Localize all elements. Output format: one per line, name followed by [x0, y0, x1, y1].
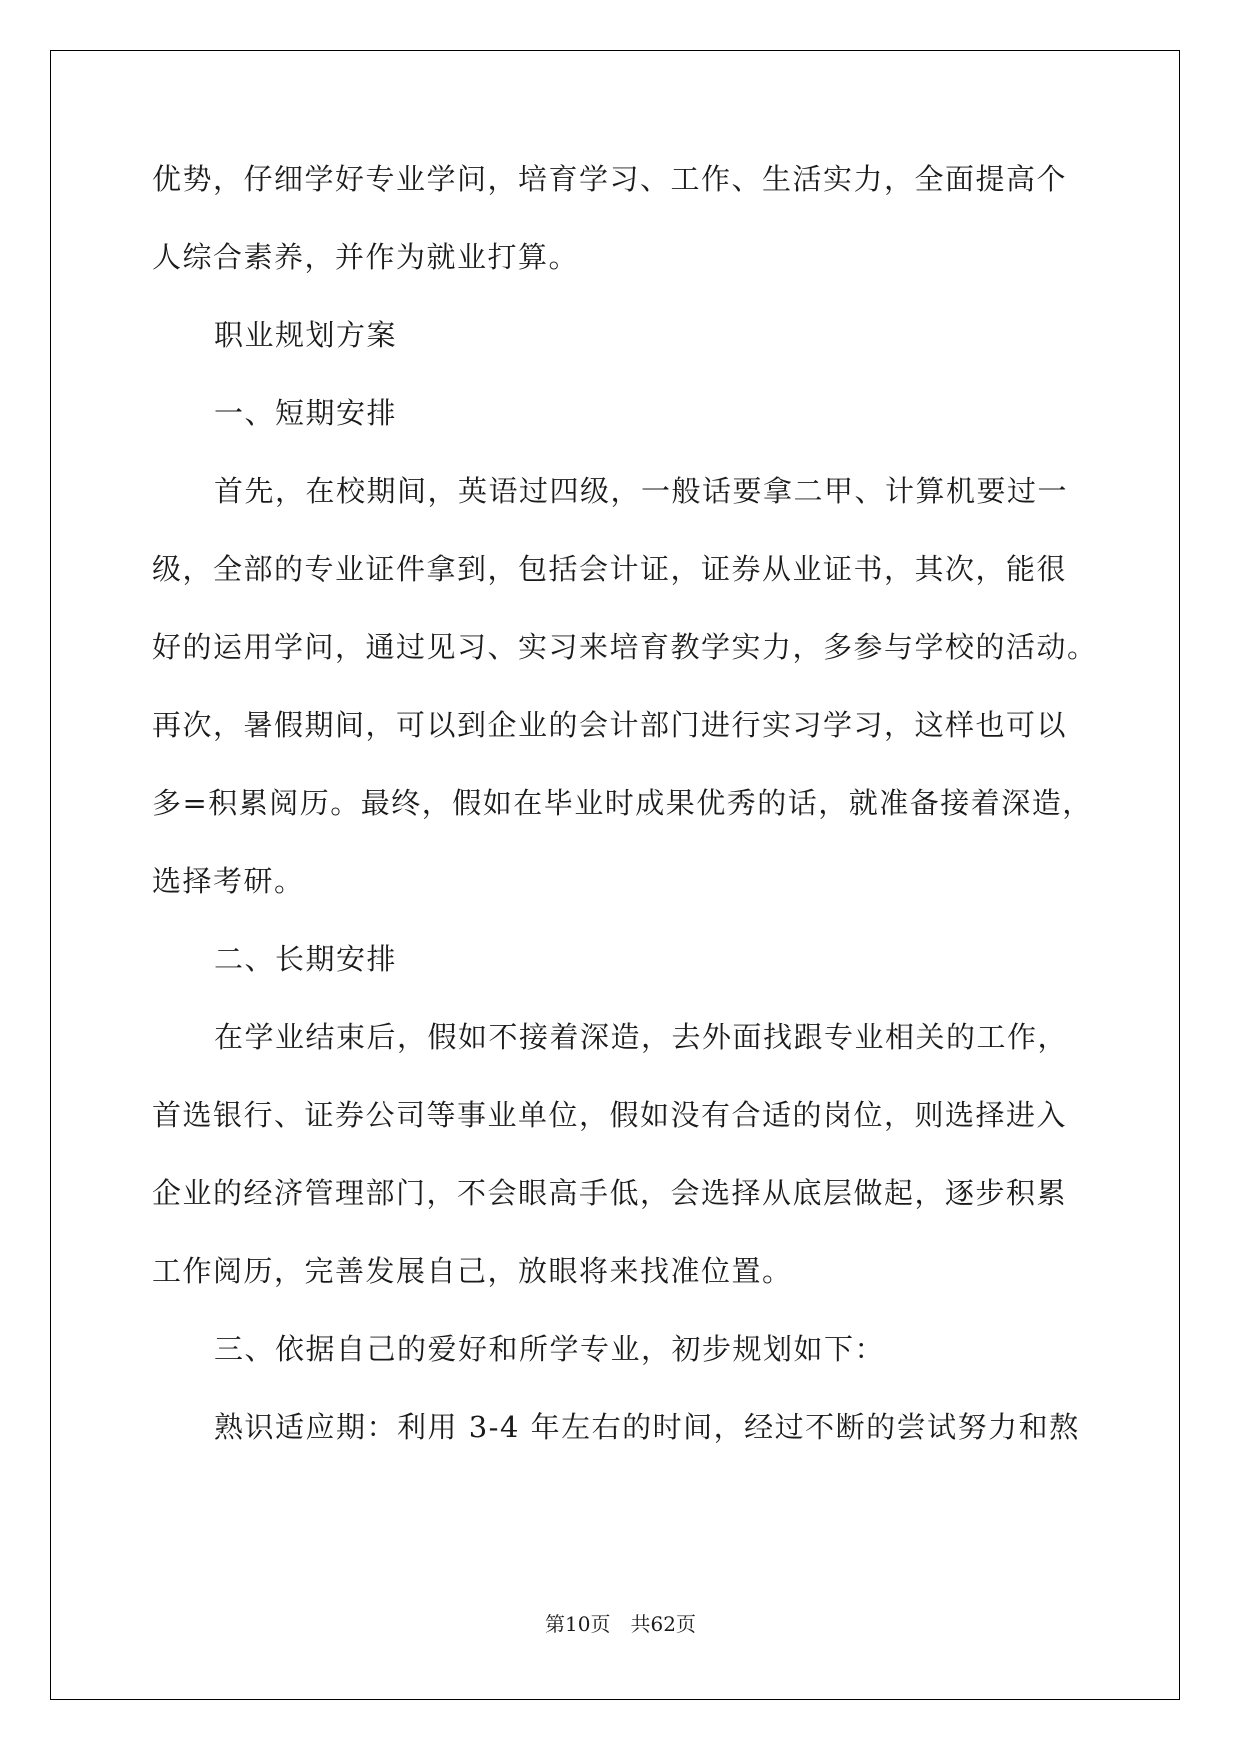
- section-heading: 一、短期安排: [214, 396, 398, 430]
- paragraph-line: 企业的经济管理部门，不会眼高手低，会选择从底层做起，逐步积累: [152, 1176, 1068, 1210]
- section-title: 职业规划方案: [214, 318, 398, 352]
- page-footer: [0, 1611, 1241, 1637]
- paragraph-line: 再次，暑假期间，可以到企业的会计部门进行实习学习，这样也可以: [152, 708, 1068, 742]
- paragraph-line: 人综合素养，并作为就业打算。: [152, 240, 580, 274]
- paragraph-line: 在学业结束后，假如不接着深造，去外面找跟专业相关的工作，: [214, 1020, 1069, 1054]
- paragraph-line: 多=积累阅历。最终，假如在毕业时成果优秀的话，就准备接着深造，: [152, 786, 1093, 820]
- paragraph-line: 首选银行、证券公司等事业单位，假如没有合适的岗位，则选择进入: [152, 1098, 1068, 1132]
- section-heading: 二、长期安排: [214, 942, 398, 976]
- paragraph-line: 选择考研。: [152, 864, 305, 898]
- current-page-number: 第10页: [545, 1612, 611, 1636]
- paragraph-line: 工作阅历，完善发展自己，放眼将来找准位置。: [152, 1254, 793, 1288]
- paragraph-line: 好的运用学问，通过见习、实习来培育教学实力，多参与学校的活动。: [152, 630, 1098, 664]
- paragraph-line: 优势，仔细学好专业学问，培育学习、工作、生活实力，全面提高个: [152, 162, 1068, 196]
- paragraph-line: 首先，在校期间，英语过四级，一般话要拿二甲、计算机要过一: [214, 474, 1069, 508]
- paragraph-line: 熟识适应期：利用 3-4 年左右的时间，经过不断的尝试努力和熬: [214, 1410, 1080, 1444]
- section-heading: 三、依据自己的爱好和所学专业，初步规划如下：: [214, 1332, 886, 1366]
- document-body: [152, 160, 1098, 1486]
- total-page-count: 共62页: [630, 1612, 696, 1636]
- paragraph-line: 级，全部的专业证件拿到，包括会计证，证券从业证书，其次，能很: [152, 552, 1068, 586]
